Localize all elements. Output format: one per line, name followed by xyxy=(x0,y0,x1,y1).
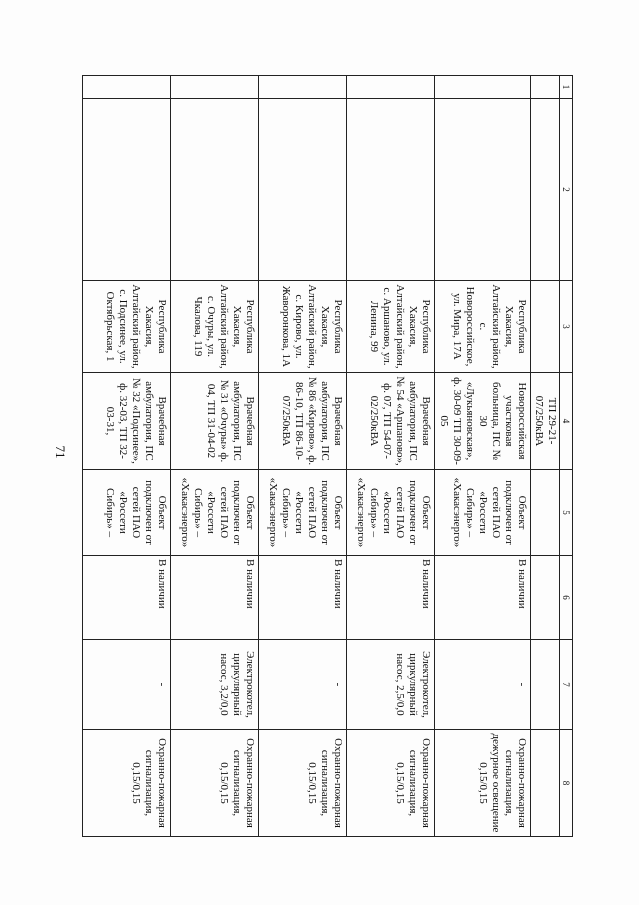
table-row xyxy=(347,76,435,837)
cell-status: В наличии xyxy=(171,556,259,640)
cell-load: Охранно-пожарная сигнализация, 0,15/0,15 xyxy=(259,730,347,837)
cell-status: В наличии xyxy=(347,556,435,640)
cell-load: Охранно-пожарная сигнализация, дежурное освещение 0,15/0,15 xyxy=(435,730,531,837)
cell-equipment: - xyxy=(435,640,531,730)
cell-equipment: - xyxy=(83,640,171,730)
cell-object: Врачебная амбулатория, ПС № 32 «Подсинее», ф. 32-03, ТП 32-03-31, xyxy=(83,373,171,470)
cell-load: Охранно-пожарная сигнализация, 0,15/0,15 xyxy=(171,730,259,837)
continuation-row xyxy=(531,76,560,837)
cell-status: В наличии xyxy=(83,556,171,640)
table-row xyxy=(435,76,531,837)
header-cell: 2 xyxy=(560,99,573,281)
cell-status: В наличии xyxy=(259,556,347,640)
cell xyxy=(531,76,560,99)
cell xyxy=(531,281,560,373)
cell-address: Республика Хакасия, Алтайский район, с. Аршаново, ул. Ленина, 99 xyxy=(347,281,435,373)
rotated-table-container xyxy=(93,75,573,836)
cell-number xyxy=(435,76,531,99)
cell-connection: Объект подключен от сетей ПАО «Россети Сибирь» – xyxy=(83,470,171,556)
cell-blank xyxy=(259,99,347,281)
cell-object: Врачебная амбулатория, ПС № 54 «Аршаново», ф. 07, ТП 54-07-02/250кВА xyxy=(347,373,435,470)
cell xyxy=(531,730,560,837)
cell-equipment: Электрокотел, циркулярный насос, 3,2/0,0 xyxy=(171,640,259,730)
cell-number xyxy=(83,76,171,99)
cell-object: Врачебная амбулатория, ПС № 86 «Кирово», ф. 86-10, ТП 86-10-07/250кВА xyxy=(259,373,347,470)
cell: ТП 29-21-07/250кВА xyxy=(531,373,560,470)
header-cell: 7 xyxy=(560,640,573,730)
table-row xyxy=(171,76,259,837)
cell-number xyxy=(171,76,259,99)
cell-blank xyxy=(347,99,435,281)
cell-object: Врачебная амбулатория, ПС № 31 «Очуры» ф. 04, ТП 31-04-02 xyxy=(171,373,259,470)
cell-load: Охранно-пожарная сигнализация, 0,15/0,15 xyxy=(83,730,171,837)
cell-address: Республика Хакасия, Алтайский район, с. Подсинее, ул. Октябрьская, 1 xyxy=(83,281,171,373)
header-cell: 6 xyxy=(560,556,573,640)
header-cell: 3 xyxy=(560,281,573,373)
header-cell: 8 xyxy=(560,730,573,837)
table-row xyxy=(83,76,171,837)
cell-connection: Объект подключен от сетей ПАО «Россети Сибирь» – «Хакасэнерго» xyxy=(171,470,259,556)
table-row xyxy=(259,76,347,837)
cell-connection: Объект подключен от сетей ПАО «Россети Сибирь» – «Хакасэнерго» xyxy=(435,470,531,556)
cell-status: В наличии xyxy=(435,556,531,640)
cell-number xyxy=(259,76,347,99)
cell-equipment: Электрокотел, циркулярный насос, 2,5/0,0 xyxy=(347,640,435,730)
cell-object: Новороссийская участковая больница, ПС № 30 «Лукьяновская», ф. 30-09 ТП 30-09-05 xyxy=(435,373,531,470)
cell-connection: Объект подключен от сетей ПАО «Россети Сибирь» – «Хакасэнерго» xyxy=(347,470,435,556)
cell-blank xyxy=(171,99,259,281)
cell xyxy=(531,99,560,281)
cell-blank xyxy=(435,99,531,281)
cell xyxy=(531,470,560,556)
page-number: 71 xyxy=(53,445,68,459)
cell-blank xyxy=(83,99,171,281)
cell-address: Республика Хакасия, Алтайский район, с. Кирово, ул. Жаворонкова, 1А xyxy=(259,281,347,373)
header-row xyxy=(560,76,573,837)
cell xyxy=(531,556,560,640)
header-cell: 5 xyxy=(560,470,573,556)
cell-number xyxy=(347,76,435,99)
cell-connection: Объект подключен от сетей ПАО «Россети Сибирь» – «Хакасэнерго» xyxy=(259,470,347,556)
cell-load: Охранно-пожарная сигнализация, 0,15/0,15 xyxy=(347,730,435,837)
data-table xyxy=(82,75,573,837)
cell xyxy=(531,640,560,730)
header-cell: 4 xyxy=(560,373,573,470)
cell-equipment: - xyxy=(259,640,347,730)
cell-address: Республика Хакасия, Алтайский район, с. Новороссийское, ул. Мира, 17А xyxy=(435,281,531,373)
cell-address: Республика Хакасия, Алтайский район, с. Очуры, ул. Чкалова, 119 xyxy=(171,281,259,373)
header-cell: 1 xyxy=(560,76,573,99)
